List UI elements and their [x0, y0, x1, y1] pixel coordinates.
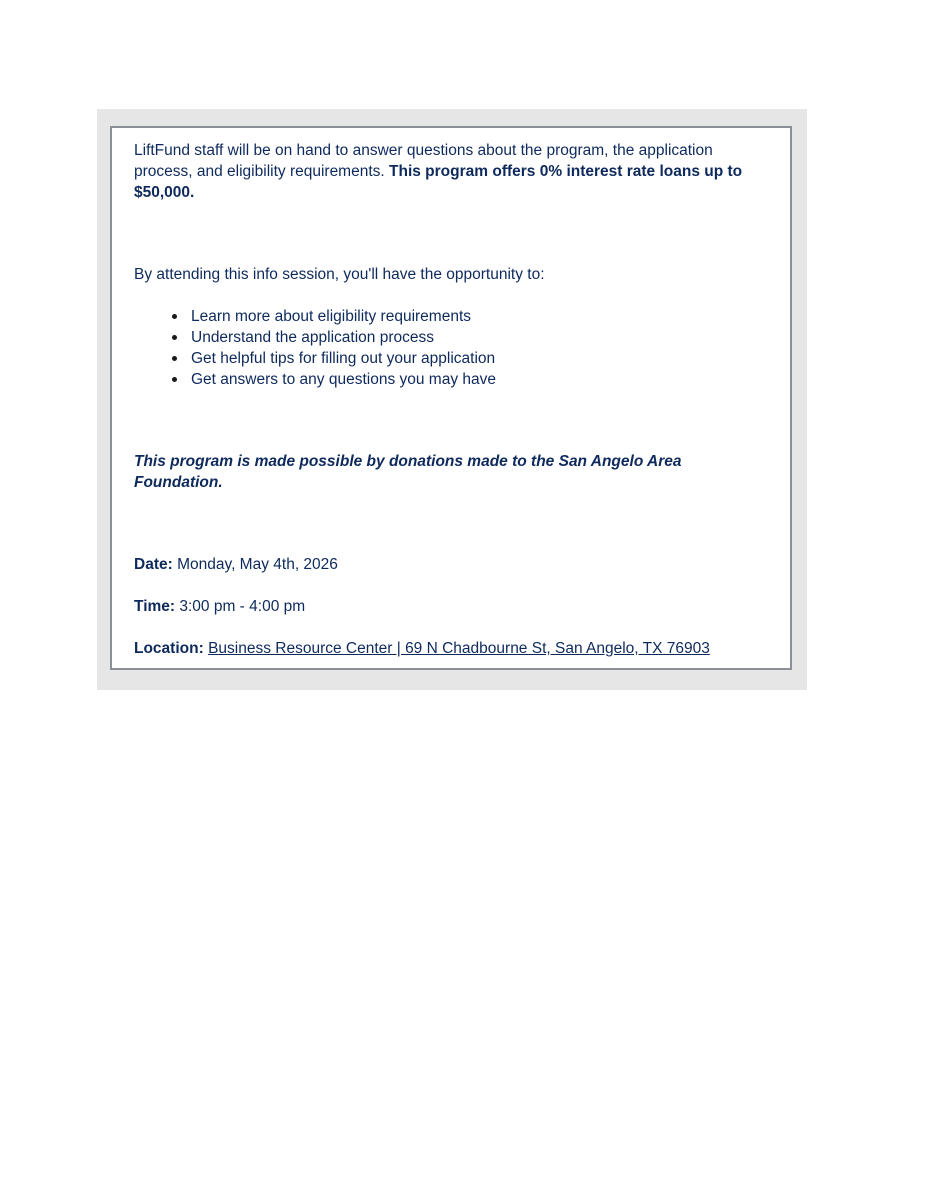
- donation-note: This program is made possible by donations made to the San Angelo Area Foundation.: [134, 453, 682, 491]
- info-content: [134, 140, 774, 659]
- location-link[interactable]: Business Resource Center | 69 N Chadbourne St, San Angelo, TX 76903: [208, 640, 710, 657]
- info-panel: [97, 109, 807, 690]
- info-box: [110, 126, 792, 670]
- intro-paragraph: [134, 140, 774, 203]
- date-value: Monday, May 4th, 2026: [172, 556, 338, 573]
- date-line: [134, 554, 774, 575]
- list-item: Learn more about eligibility requirements: [191, 306, 774, 327]
- list-item: Get helpful tips for filling out your application: [191, 348, 774, 369]
- intro-text: LiftFund staff will be on hand to answer questions about the program, the application process, and eligibility requirements.: [134, 142, 713, 180]
- intro-highlight: This program offers 0% interest rate loans up to $50,000.: [134, 163, 743, 201]
- date-label: Date:: [134, 556, 173, 573]
- time-value: 3:00 pm - 4:00 pm: [175, 598, 306, 615]
- list-item: Understand the application process: [191, 327, 774, 348]
- time-label: Time:: [134, 598, 176, 615]
- location-label: Location:: [134, 640, 204, 657]
- time-line: [134, 596, 774, 617]
- opportunity-lead: By attending this info session, you'll have the opportunity to:: [134, 266, 545, 283]
- location-line: [134, 638, 774, 659]
- list-item: Get answers to any questions you may have: [191, 369, 774, 390]
- opportunity-list: [134, 306, 774, 390]
